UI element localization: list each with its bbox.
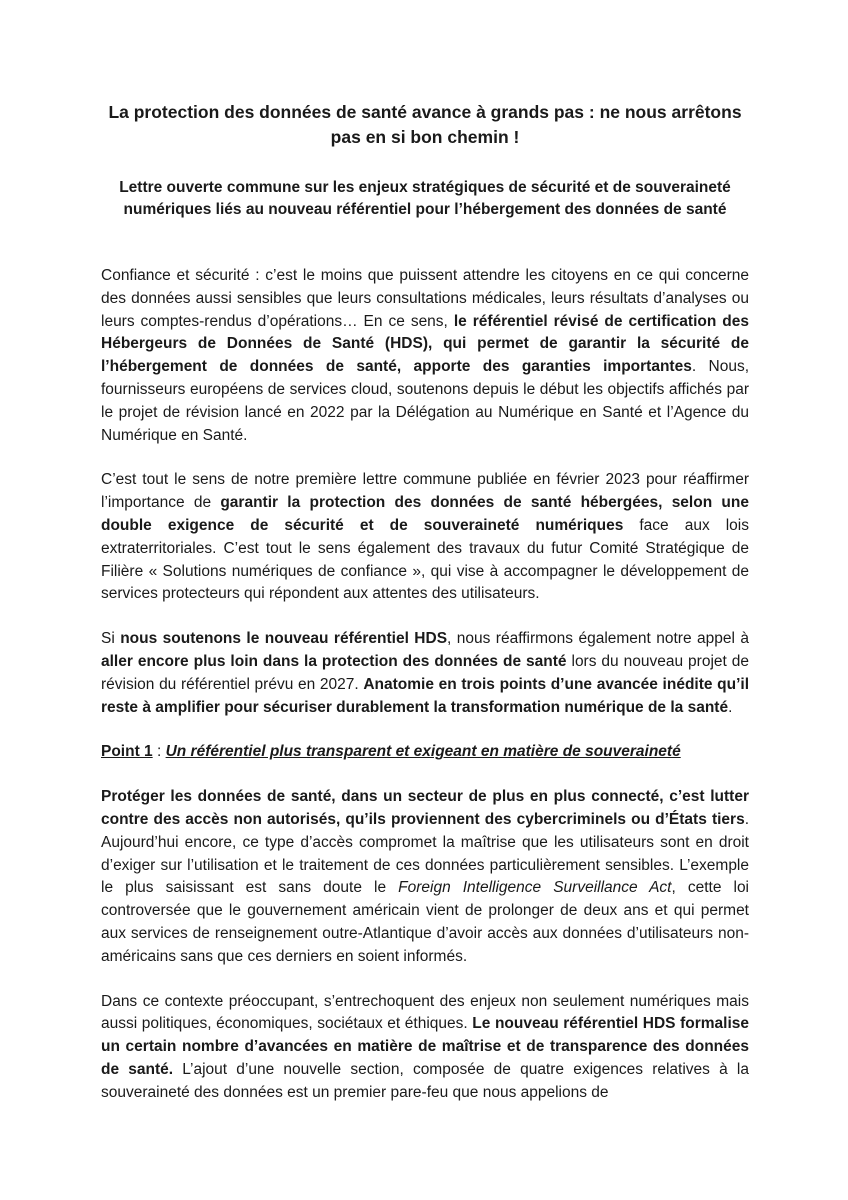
section-title: Un référentiel plus transparent et exigeant en matière de souveraineté: [165, 743, 681, 761]
paragraph-italic-text: Foreign Intelligence Surveillance Act: [398, 879, 672, 897]
paragraph-text: .: [728, 698, 733, 716]
paragraph-text: . Nous, fournisseurs européens de services cloud, soutenons depuis le début les objectifs affichés par le projet de révision lancé en 2022 par la Délégation au Numérique en Santé et l’Agence du Numérique en Santé.: [101, 358, 749, 444]
page-title: La protection des données de santé avance à grands pas : ne nous arrêtons pas en si bon chemin !: [108, 102, 742, 147]
paragraph-text: C’est tout le sens de notre première lettre commune publiée en février 2023 pour réaffirmer l’importance de: [101, 471, 749, 512]
paragraph-4: [101, 786, 749, 968]
paragraph-bold-text: garantir la protection des données de santé hébergées, selon une double exigence de sécurité et de souveraineté numériques: [101, 494, 749, 534]
page-subtitle: Lettre ouverte commune sur les enjeux stratégiques de sécurité et de souveraineté numériques liés au nouveau référentiel pour l’hébergement des données de santé: [119, 179, 731, 218]
document-page: [101, 100, 749, 1127]
paragraph-bold-text: aller encore plus loin dans la protection des données de santé: [101, 652, 567, 670]
paragraph-text: Dans ce contexte préoccupant, s’entrechoquent des enjeux non seulement numériques mais aussi politiques, économiques, sociétaux et éthiques.: [101, 992, 749, 1033]
paragraph-5: [101, 991, 749, 1105]
paragraph-3: [101, 628, 749, 719]
paragraph-text: , nous réaffirmons également notre appel à: [447, 630, 749, 648]
section-separator: :: [152, 743, 166, 761]
paragraph-text: face aux lois extraterritoriales. C’est tout le sens également des travaux du futur Comité Stratégique de Filière « Solutions numériques de confiance », qui vise à accompagner le développement de services protecteurs qui répondent aux attentes des utilisateurs.: [101, 516, 749, 603]
paragraph-text: . Aujourd’hui encore, ce type d’accès compromet la maîtrise que les utilisateurs sont en droit d’exiger sur l’utilisation et le traitement de ces données particulièrement sensibles. L’exemple le plus saisissant est sans doute le: [101, 810, 749, 897]
paragraph-bold-text: Protéger les données de santé, dans un secteur de plus en plus connecté, c’est lutter contre des accès non autorisés, qu’ils proviennent des cybercriminels ou d’États tiers: [101, 788, 749, 828]
section-label: Point 1: [101, 743, 153, 761]
paragraph-text: , cette loi controversée que le gouvernement américain vient de prolonger de deux ans et qui permet aux services de renseignement outre-Atlantique d’avoir accès aux données d’utilisateurs non-américains sans que ces derniers en soient informés.: [101, 879, 750, 965]
paragraph-bold-text: nous soutenons le nouveau référentiel HDS: [120, 630, 448, 648]
section-heading-point-1: [101, 741, 749, 764]
paragraph-text: Confiance et sécurité : c’est le moins que puissent attendre les citoyens en ce qui concerne des données aussi sensibles que leurs consultations médicales, leurs résultats d’analyses ou leurs comptes-rendus d’opérations… En ce sens,: [101, 267, 749, 330]
paragraph-text: L’ajout d’une nouvelle section, composée de quatre exigences relatives à la souveraineté des données est un premier pare-feu que nous appelions de: [101, 1060, 749, 1101]
paragraph-bold-text: Anatomie en trois points d’une avancée inédite qu’il reste à amplifier pour sécuriser durablement la transformation numérique de la santé: [101, 675, 750, 716]
paragraph-text: Si: [101, 630, 121, 648]
paragraph-1: [101, 265, 749, 447]
paragraph-bold-text: Le nouveau référentiel HDS formalise un certain nombre d’avancées en matière de maîtrise et de transparence des données de santé.: [101, 1015, 750, 1078]
paragraph-text: lors du nouveau projet de révision du référentiel prévu en 2027.: [101, 652, 750, 693]
paragraph-bold-text: le référentiel révisé de certification des Hébergeurs de Données de Santé (HDS), qui permet de garantir la sécurité de l’hébergement de données de santé, apporte des garanties importantes: [101, 312, 749, 376]
paragraph-2: [101, 469, 749, 606]
